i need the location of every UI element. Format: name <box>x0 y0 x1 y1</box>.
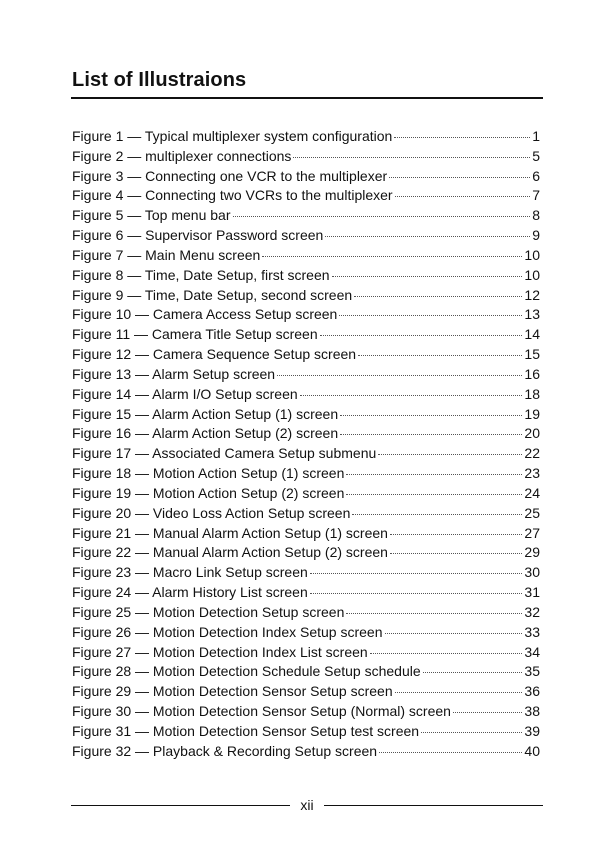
figure-title: Figure 10 — Camera Access Setup screen <box>72 306 338 323</box>
figure-title: Figure 21 — Manual Alarm Action Setup (1) screen <box>72 524 388 541</box>
dot-leader <box>395 692 523 693</box>
list-item <box>72 464 540 484</box>
list-item <box>72 623 540 643</box>
figure-title: Figure 13 — Alarm Setup screen <box>72 365 276 382</box>
list-item <box>72 662 540 682</box>
dot-leader <box>300 395 523 396</box>
list-item <box>72 543 540 563</box>
list-item <box>72 524 540 544</box>
page-title: List of Illustraions <box>72 69 247 91</box>
list-item <box>72 186 540 206</box>
figure-title: Figure 16 — Alarm Action Setup (2) screen <box>72 425 339 442</box>
figure-page-number: 10 <box>524 266 540 283</box>
figure-page-number: 24 <box>524 484 540 501</box>
figure-page-number: 8 <box>532 207 540 224</box>
figure-page-number: 31 <box>524 584 540 601</box>
figure-title: Figure 25 — Motion Detection Setup screen <box>72 603 345 620</box>
figure-page-number: 29 <box>524 544 540 561</box>
figure-title: Figure 5 — Top menu bar <box>72 207 231 224</box>
figure-title: Figure 9 — Time, Date Setup, second screen <box>72 286 353 303</box>
dot-leader <box>277 375 522 376</box>
list-item <box>72 742 540 762</box>
list-item <box>72 424 540 444</box>
figure-page-number: 12 <box>524 286 540 303</box>
dot-leader <box>340 415 522 416</box>
dot-leader <box>358 355 522 356</box>
figure-title: Figure 28 — Motion Detection Schedule Setup schedule <box>72 663 421 680</box>
figure-page-number: 5 <box>532 147 540 164</box>
dot-leader <box>390 534 522 535</box>
dot-leader <box>394 137 530 138</box>
list-item <box>72 722 540 742</box>
figure-title: Figure 22 — Manual Alarm Action Setup (2) screen <box>72 544 388 561</box>
figure-title: Figure 7 — Main Menu screen <box>72 246 261 263</box>
figure-title: Figure 20 — Video Loss Action Setup screen <box>72 504 351 521</box>
dot-leader <box>310 573 523 574</box>
figure-title: Figure 18 — Motion Action Setup (1) screen <box>72 465 345 482</box>
figure-title: Figure 26 — Motion Detection Index Setup screen <box>72 623 383 640</box>
figure-title: Figure 15 — Alarm Action Setup (1) screen <box>72 405 339 422</box>
figure-title: Figure 12 — Camera Sequence Setup screen <box>72 346 357 363</box>
list-item <box>72 563 540 583</box>
figure-page-number: 36 <box>524 683 540 700</box>
list-item <box>72 147 540 167</box>
figure-title: Figure 8 — Time, Date Setup, first screen <box>72 266 330 283</box>
figure-page-number: 22 <box>524 445 540 462</box>
figure-page-number: 18 <box>524 385 540 402</box>
dot-leader <box>421 732 522 733</box>
list-item <box>72 167 540 187</box>
figure-page-number: 40 <box>524 742 540 759</box>
figure-title: Figure 23 — Macro Link Setup screen <box>72 564 308 581</box>
heading-divider <box>71 97 543 99</box>
figure-title: Figure 29 — Motion Detection Sensor Setup screen <box>72 683 393 700</box>
figure-page-number: 39 <box>524 722 540 739</box>
dot-leader <box>340 434 522 435</box>
list-item <box>72 444 540 464</box>
list-item <box>72 702 540 722</box>
dot-leader <box>233 216 531 217</box>
dot-leader <box>346 474 522 475</box>
figure-title: Figure 32 — Playback & Recording Setup screen <box>72 742 378 759</box>
dot-leader <box>395 196 531 197</box>
list-item <box>72 405 540 425</box>
figure-page-number: 13 <box>524 306 540 323</box>
figure-title: Figure 24 — Alarm History List screen <box>72 584 308 601</box>
dot-leader <box>389 177 530 178</box>
figure-page-number: 25 <box>524 504 540 521</box>
figure-page-number: 35 <box>524 663 540 680</box>
dot-leader <box>346 494 522 495</box>
footer-divider-left <box>71 805 290 806</box>
list-item <box>72 286 540 306</box>
dot-leader <box>423 672 523 673</box>
dot-leader <box>453 712 522 713</box>
dot-leader <box>320 335 523 336</box>
figure-page-number: 32 <box>524 603 540 620</box>
dot-leader <box>310 593 523 594</box>
figure-title: Figure 6 — Supervisor Password screen <box>72 227 324 244</box>
figure-page-number: 23 <box>524 465 540 482</box>
dot-leader <box>390 553 522 554</box>
figure-page-number: 27 <box>524 524 540 541</box>
figure-page-number: 16 <box>524 365 540 382</box>
list-item <box>72 365 540 385</box>
list-item <box>72 206 540 226</box>
figure-page-number: 34 <box>524 643 540 660</box>
figure-page-number: 9 <box>532 227 540 244</box>
dot-leader <box>370 653 523 654</box>
list-item <box>72 127 540 147</box>
figure-page-number: 14 <box>524 326 540 343</box>
figure-title: Figure 30 — Motion Detection Sensor Setup (Normal) screen <box>72 703 451 720</box>
figure-title: Figure 19 — Motion Action Setup (2) screen <box>72 484 345 501</box>
dot-leader <box>293 157 530 158</box>
figure-page-number: 19 <box>524 405 540 422</box>
figure-page-number: 6 <box>532 167 540 184</box>
figure-page-number: 10 <box>524 246 540 263</box>
list-item <box>72 603 540 623</box>
figure-page-number: 15 <box>524 346 540 363</box>
dot-leader <box>379 752 522 753</box>
illustrations-list <box>72 127 540 762</box>
dot-leader <box>354 296 522 297</box>
dot-leader <box>352 514 522 515</box>
figure-title: Figure 11 — Camera Title Setup screen <box>72 326 318 343</box>
figure-page-number: 1 <box>532 128 540 144</box>
list-item <box>72 266 540 286</box>
figure-title: Figure 31 — Motion Detection Sensor Setup test screen <box>72 722 420 739</box>
figure-page-number: 7 <box>532 187 540 204</box>
figure-title: Figure 27 — Motion Detection Index List screen <box>72 643 368 660</box>
list-item <box>72 305 540 325</box>
figure-page-number: 38 <box>524 703 540 720</box>
list-item <box>72 682 540 702</box>
figure-page-number: 30 <box>524 564 540 581</box>
list-item <box>72 583 540 603</box>
dot-leader <box>262 256 522 257</box>
footer-divider-right <box>324 805 543 806</box>
list-item <box>72 385 540 405</box>
figure-page-number: 20 <box>524 425 540 442</box>
dot-leader <box>332 276 523 277</box>
dot-leader <box>325 236 530 237</box>
dot-leader <box>339 315 522 316</box>
list-item <box>72 345 540 365</box>
figure-title: Figure 14 — Alarm I/O Setup screen <box>72 385 298 402</box>
list-item <box>72 246 540 266</box>
figure-title: Figure 17 — Associated Camera Setup submenu <box>72 445 377 462</box>
dot-leader <box>378 454 522 455</box>
figure-page-number: 33 <box>524 623 540 640</box>
list-item <box>72 484 540 504</box>
list-item <box>72 226 540 246</box>
list-item <box>72 504 540 524</box>
dot-leader <box>385 633 523 634</box>
list-item <box>72 643 540 663</box>
figure-title: Figure 4 — Connecting two VCRs to the multiplexer <box>72 187 393 204</box>
page-number: xii <box>300 797 314 813</box>
figure-title: Figure 1 — Typical multiplexer system configuration <box>72 128 393 144</box>
figure-title: Figure 2 — multiplexer connections <box>72 147 292 164</box>
page-footer <box>71 795 543 815</box>
dot-leader <box>346 613 522 614</box>
figure-title: Figure 3 — Connecting one VCR to the multiplexer <box>72 167 388 184</box>
list-item <box>72 325 540 345</box>
